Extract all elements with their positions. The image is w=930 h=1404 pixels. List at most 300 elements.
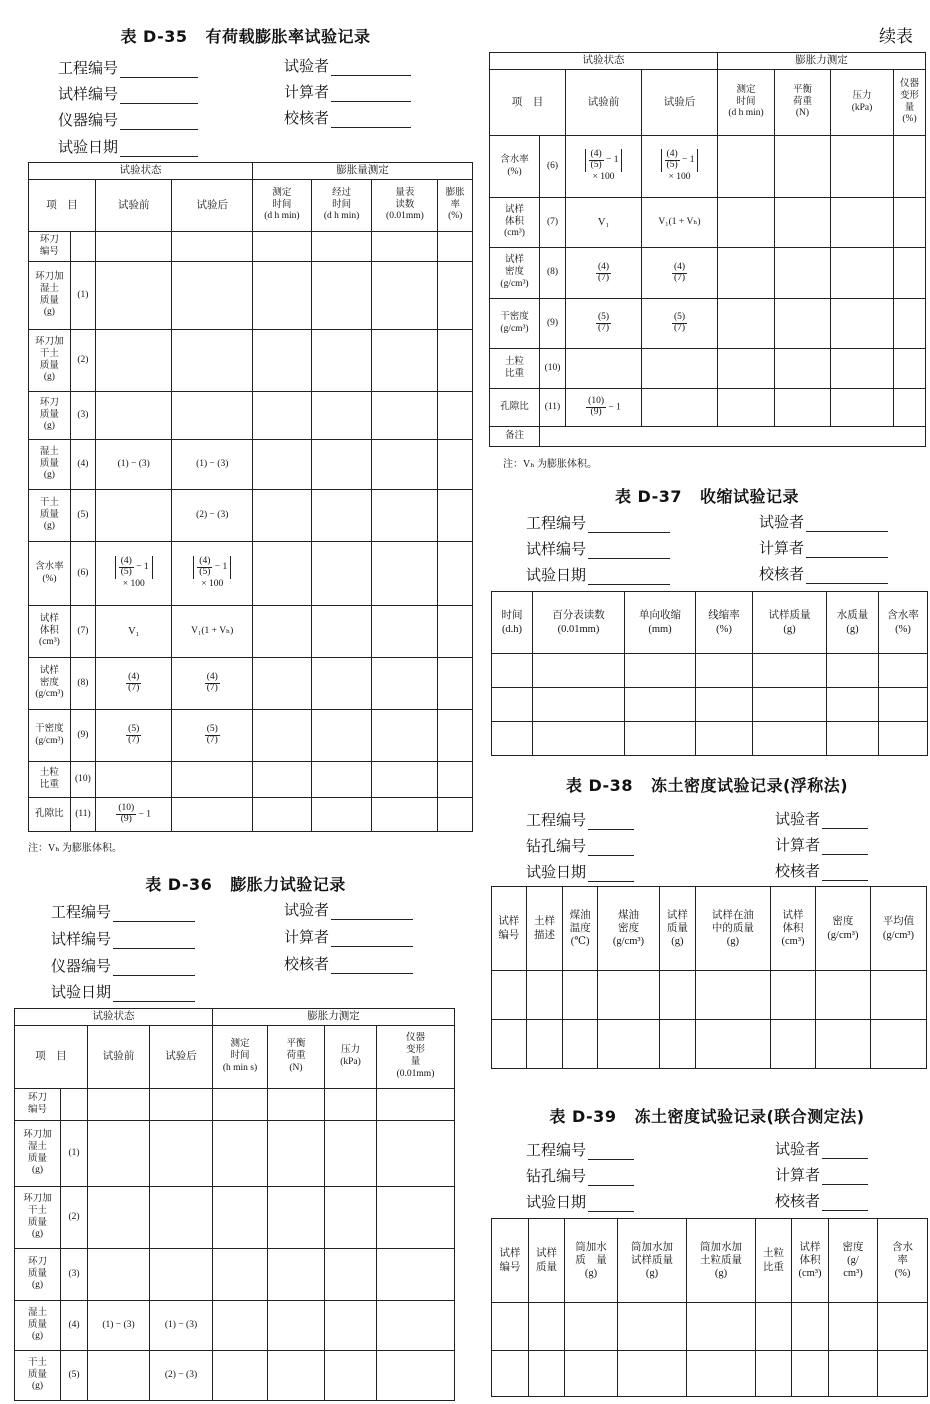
- d35-field-project: [58, 57, 198, 78]
- data-cell[interactable]: [372, 606, 438, 658]
- data-cell[interactable]: [172, 262, 253, 330]
- data-cell[interactable]: [771, 971, 816, 1020]
- data-cell[interactable]: [438, 232, 473, 262]
- field-blank[interactable]: [588, 1144, 634, 1160]
- data-cell[interactable]: [563, 1020, 598, 1069]
- data-cell[interactable]: [268, 1351, 325, 1401]
- data-cell[interactable]: [372, 798, 438, 832]
- data-cell[interactable]: [894, 349, 926, 389]
- data-cell[interactable]: [268, 1301, 325, 1351]
- d39-field-calc: [775, 1164, 868, 1185]
- data-cell[interactable]: [565, 1351, 618, 1397]
- data-cell[interactable]: [625, 654, 696, 688]
- row-label: 孔隙比: [490, 389, 540, 427]
- header-pressure: 压力 (kPa): [831, 70, 894, 136]
- data-cell[interactable]: [311, 658, 372, 710]
- data-cell[interactable]: [438, 710, 473, 762]
- field-label: 计算者: [775, 838, 821, 854]
- data-cell[interactable]: [172, 232, 253, 262]
- field-blank[interactable]: [113, 906, 195, 922]
- data-cell[interactable]: [827, 654, 879, 688]
- data-cell[interactable]: [438, 490, 473, 542]
- field-label: 工程编号: [526, 1143, 587, 1159]
- data-cell[interactable]: [696, 722, 753, 756]
- field-blank[interactable]: [331, 904, 413, 920]
- data-cell[interactable]: [775, 299, 831, 349]
- data-cell[interactable]: [718, 136, 775, 198]
- header-balance-load: 平衡 荷重 (N): [775, 70, 831, 136]
- d38-field-check: [775, 860, 868, 881]
- data-cell[interactable]: [96, 490, 172, 542]
- data-cell[interactable]: [533, 654, 625, 688]
- header-before: 试验前: [88, 1026, 150, 1089]
- data-cell[interactable]: [695, 1020, 770, 1069]
- data-cell[interactable]: [792, 1303, 829, 1351]
- data-cell[interactable]: [88, 1249, 150, 1301]
- row-label: 干密度 (g/cm³): [29, 710, 71, 762]
- data-cell[interactable]: [696, 654, 753, 688]
- d36-field-tester: [284, 899, 413, 920]
- table-row: [29, 606, 473, 658]
- d35-field-tester: [284, 55, 411, 76]
- data-cell[interactable]: [311, 392, 372, 440]
- formula-v1-vh: V₁(1 + Vₕ): [642, 198, 718, 248]
- header-sample-mass: 试样质量 (g): [753, 592, 827, 654]
- data-cell[interactable]: [253, 490, 312, 542]
- data-cell[interactable]: [870, 1020, 926, 1069]
- data-cell[interactable]: [372, 440, 438, 490]
- data-cell[interactable]: [870, 971, 926, 1020]
- field-label: 试验日期: [51, 985, 112, 1001]
- field-label: 校核者: [775, 864, 821, 880]
- row-number: (7): [70, 606, 95, 658]
- field-blank[interactable]: [120, 62, 198, 78]
- field-blank[interactable]: [588, 517, 670, 533]
- data-cell[interactable]: [372, 232, 438, 262]
- data-cell[interactable]: [660, 971, 696, 1020]
- table-row: [490, 349, 926, 389]
- data-cell[interactable]: [253, 440, 312, 490]
- data-cell[interactable]: [775, 136, 831, 198]
- data-cell[interactable]: [88, 1121, 150, 1187]
- row-label: 含水率 (%): [29, 542, 71, 606]
- table-row: [15, 1301, 455, 1351]
- data-cell[interactable]: [213, 1187, 268, 1249]
- formula-1-minus-3: (1) − (3): [172, 440, 253, 490]
- d35-field-instrument: [58, 109, 198, 130]
- header-after: 试验后: [172, 180, 253, 232]
- data-cell[interactable]: [625, 688, 696, 722]
- header-gauge-reading: 量表 读数 (0.01mm): [372, 180, 438, 232]
- row-label: 含水率 (%): [490, 136, 540, 198]
- data-cell[interactable]: [311, 232, 372, 262]
- field-blank[interactable]: [331, 112, 411, 128]
- field-label: 试验者: [284, 59, 330, 75]
- data-cell[interactable]: [526, 971, 563, 1020]
- data-cell[interactable]: [792, 1351, 829, 1397]
- d37-field-calc: [759, 537, 888, 558]
- data-cell[interactable]: [311, 606, 372, 658]
- data-cell[interactable]: [815, 1020, 870, 1069]
- data-cell[interactable]: [492, 688, 533, 722]
- data-cell[interactable]: [438, 658, 473, 710]
- field-blank[interactable]: [113, 986, 195, 1002]
- d36-title: [18, 872, 473, 895]
- data-cell[interactable]: [311, 710, 372, 762]
- data-cell[interactable]: [831, 136, 894, 198]
- data-cell[interactable]: [268, 1187, 325, 1249]
- row-number: (8): [70, 658, 95, 710]
- field-blank[interactable]: [120, 141, 198, 157]
- data-cell[interactable]: [879, 722, 928, 756]
- data-cell[interactable]: [718, 198, 775, 248]
- field-blank[interactable]: [120, 114, 198, 130]
- data-cell[interactable]: [268, 1121, 325, 1187]
- field-blank[interactable]: [806, 542, 888, 558]
- header-item: 项 目: [15, 1026, 88, 1089]
- data-cell[interactable]: [827, 688, 879, 722]
- data-cell[interactable]: [894, 389, 926, 427]
- field-blank[interactable]: [331, 931, 413, 947]
- header-sample-no: 试样 编号: [492, 887, 527, 971]
- data-cell[interactable]: [377, 1301, 455, 1351]
- data-cell[interactable]: [894, 198, 926, 248]
- data-cell[interactable]: [718, 349, 775, 389]
- data-cell[interactable]: [831, 389, 894, 427]
- row-number: (7): [540, 198, 566, 248]
- data-cell[interactable]: [372, 330, 438, 392]
- data-cell[interactable]: [597, 1020, 659, 1069]
- data-cell[interactable]: [213, 1249, 268, 1301]
- data-cell[interactable]: [96, 232, 172, 262]
- data-cell[interactable]: [492, 971, 527, 1020]
- d36-code: 表 D-36: [145, 875, 213, 894]
- remark-cell[interactable]: [540, 427, 926, 447]
- data-cell[interactable]: [526, 1020, 563, 1069]
- data-cell[interactable]: [438, 762, 473, 798]
- row-label: 干土 质量 (g): [15, 1351, 61, 1401]
- data-cell[interactable]: [253, 262, 312, 330]
- data-cell[interactable]: [377, 1121, 455, 1187]
- data-cell[interactable]: [96, 392, 172, 440]
- data-cell[interactable]: [253, 798, 312, 832]
- data-cell[interactable]: [268, 1089, 325, 1121]
- field-blank[interactable]: [588, 866, 634, 882]
- field-blank[interactable]: [822, 1143, 868, 1159]
- field-blank[interactable]: [822, 865, 868, 881]
- data-cell[interactable]: [325, 1121, 377, 1187]
- header-water-mass: 水质量 (g): [827, 592, 879, 654]
- data-cell[interactable]: [172, 762, 253, 798]
- data-cell[interactable]: [88, 1351, 150, 1401]
- d35-field-sample: [58, 83, 198, 104]
- d35-code: 表 D-35: [120, 27, 188, 46]
- data-cell[interactable]: [775, 389, 831, 427]
- field-blank[interactable]: [588, 814, 634, 830]
- data-cell[interactable]: [438, 440, 473, 490]
- d36-field-sample: [51, 928, 195, 949]
- data-cell[interactable]: [311, 262, 372, 330]
- data-cell[interactable]: [831, 299, 894, 349]
- field-blank[interactable]: [331, 86, 411, 102]
- data-cell[interactable]: [311, 798, 372, 832]
- data-cell[interactable]: [492, 654, 533, 688]
- data-cell[interactable]: [438, 542, 473, 606]
- data-cell[interactable]: [829, 1351, 878, 1397]
- d39-field-tester: [775, 1138, 868, 1159]
- data-cell[interactable]: [533, 688, 625, 722]
- data-cell[interactable]: [756, 1303, 792, 1351]
- data-cell[interactable]: [879, 654, 928, 688]
- data-cell[interactable]: [325, 1089, 377, 1121]
- data-cell[interactable]: [438, 798, 473, 832]
- d38-field-borehole: [526, 835, 634, 856]
- data-cell[interactable]: [438, 330, 473, 392]
- field-blank[interactable]: [822, 813, 868, 829]
- data-cell[interactable]: [253, 542, 312, 606]
- data-cell[interactable]: [687, 1351, 756, 1397]
- data-cell[interactable]: [150, 1249, 213, 1301]
- table-row: [15, 1089, 455, 1121]
- data-cell[interactable]: [894, 299, 926, 349]
- data-cell[interactable]: [696, 688, 753, 722]
- data-cell[interactable]: [775, 349, 831, 389]
- data-cell[interactable]: [377, 1089, 455, 1121]
- data-cell[interactable]: [96, 330, 172, 392]
- data-cell[interactable]: [96, 762, 172, 798]
- row-label: 环刀 质量 (g): [29, 392, 71, 440]
- d36-field-project: [51, 901, 195, 922]
- d36-field-calc: [284, 926, 413, 947]
- field-blank[interactable]: [822, 839, 868, 855]
- data-cell[interactable]: [311, 440, 372, 490]
- data-cell[interactable]: [311, 542, 372, 606]
- data-cell[interactable]: [377, 1351, 455, 1401]
- data-cell[interactable]: [253, 762, 312, 798]
- data-cell[interactable]: [878, 1351, 928, 1397]
- data-cell[interactable]: [325, 1301, 377, 1351]
- data-cell[interactable]: [492, 722, 533, 756]
- data-cell[interactable]: [815, 971, 870, 1020]
- data-cell[interactable]: [372, 658, 438, 710]
- data-cell[interactable]: [88, 1089, 150, 1121]
- remark-label: 备注: [490, 427, 540, 447]
- formula-1-minus-3: (1) − (3): [150, 1301, 213, 1351]
- field-blank[interactable]: [588, 1196, 634, 1212]
- row-label: 环刀 编号: [29, 232, 71, 262]
- data-cell[interactable]: [879, 688, 928, 722]
- header-force-measure: 膨胀力测定: [213, 1009, 455, 1026]
- field-label: 计算者: [759, 541, 805, 557]
- data-cell[interactable]: [372, 710, 438, 762]
- data-cell[interactable]: [618, 1351, 687, 1397]
- formula-dry-density: $\frac{(5)}{(7)}$: [566, 299, 642, 349]
- data-cell[interactable]: [492, 1303, 529, 1351]
- data-cell[interactable]: [687, 1303, 756, 1351]
- field-blank[interactable]: [120, 88, 198, 104]
- data-cell[interactable]: [172, 392, 253, 440]
- data-cell[interactable]: [566, 349, 642, 389]
- header-after: 试验后: [642, 70, 718, 136]
- data-cell[interactable]: [172, 330, 253, 392]
- d37-code: 表 D-37: [614, 487, 683, 506]
- field-blank[interactable]: [588, 569, 670, 585]
- data-cell[interactable]: [311, 330, 372, 392]
- data-cell[interactable]: [753, 722, 827, 756]
- data-cell[interactable]: [529, 1303, 565, 1351]
- data-cell[interactable]: [253, 330, 312, 392]
- d37-table: [491, 591, 928, 756]
- row-label: 试样 密度 (g/cm³): [29, 658, 71, 710]
- data-cell[interactable]: [753, 688, 827, 722]
- table-row: [29, 330, 473, 392]
- data-cell[interactable]: [172, 798, 253, 832]
- header-dial-reading: 百分表读数 (0.01mm): [533, 592, 625, 654]
- data-cell[interactable]: [718, 389, 775, 427]
- d39-field-date: [526, 1191, 634, 1212]
- formula-density: $\frac{(4)}{(7)}$: [172, 658, 253, 710]
- header-item: 项 目: [29, 180, 96, 232]
- data-cell[interactable]: [372, 490, 438, 542]
- data-cell[interactable]: [438, 606, 473, 658]
- formula-2-minus-3: (2) − (3): [172, 490, 253, 542]
- data-cell[interactable]: [771, 1020, 816, 1069]
- field-blank[interactable]: [331, 958, 413, 974]
- data-cell[interactable]: [718, 299, 775, 349]
- field-blank[interactable]: [806, 516, 888, 532]
- data-cell[interactable]: [642, 389, 718, 427]
- header-sample-volume: 试样 体积 (cm³): [771, 887, 816, 971]
- field-blank[interactable]: [588, 543, 670, 559]
- data-cell[interactable]: [150, 1187, 213, 1249]
- data-cell[interactable]: [325, 1249, 377, 1301]
- data-cell[interactable]: [827, 722, 879, 756]
- row-label: 土粒 比重: [490, 349, 540, 389]
- table-row: [490, 136, 926, 198]
- data-cell[interactable]: [894, 136, 926, 198]
- field-blank[interactable]: [113, 933, 195, 949]
- field-blank[interactable]: [822, 1195, 868, 1211]
- d38-field-project: [526, 809, 634, 830]
- data-cell[interactable]: [150, 1089, 213, 1121]
- data-cell[interactable]: [695, 971, 770, 1020]
- table-row: [29, 262, 473, 330]
- field-blank[interactable]: [588, 1170, 634, 1186]
- header-swelling-rate: 膨胀 率 (%): [438, 180, 473, 232]
- d35-field-calc: [284, 81, 411, 102]
- data-cell[interactable]: [311, 762, 372, 798]
- data-cell[interactable]: [325, 1187, 377, 1249]
- data-cell[interactable]: [642, 349, 718, 389]
- data-cell[interactable]: [660, 1020, 696, 1069]
- field-label: 仪器编号: [58, 113, 119, 129]
- data-cell[interactable]: [213, 1301, 268, 1351]
- formula-2-minus-3: (2) − (3): [150, 1351, 213, 1401]
- data-cell[interactable]: [533, 722, 625, 756]
- field-label: 工程编号: [526, 516, 587, 532]
- data-cell[interactable]: [372, 542, 438, 606]
- data-cell[interactable]: [492, 1351, 529, 1397]
- field-label: 试验者: [759, 515, 805, 531]
- row-label: 环刀加 湿土 质量 (g): [15, 1121, 61, 1187]
- data-cell[interactable]: [253, 232, 312, 262]
- data-cell[interactable]: [150, 1121, 213, 1187]
- data-cell[interactable]: [563, 971, 598, 1020]
- data-cell[interactable]: [894, 248, 926, 299]
- data-cell[interactable]: [753, 654, 827, 688]
- formula-v1: V₁: [566, 198, 642, 248]
- data-cell[interactable]: [565, 1303, 618, 1351]
- data-cell[interactable]: [88, 1187, 150, 1249]
- d35-field-check: [284, 107, 411, 128]
- field-label: 计算者: [775, 1168, 821, 1184]
- header-pressure: 压力 (kPa): [325, 1026, 377, 1089]
- row-number: (2): [70, 330, 95, 392]
- data-cell[interactable]: [268, 1249, 325, 1301]
- data-cell[interactable]: [213, 1121, 268, 1187]
- row-label: 环刀加 湿土 质量 (g): [29, 262, 71, 330]
- data-cell[interactable]: [756, 1351, 792, 1397]
- d35-title: [18, 24, 473, 47]
- data-cell[interactable]: [625, 722, 696, 756]
- data-cell[interactable]: [372, 262, 438, 330]
- field-blank[interactable]: [113, 960, 195, 976]
- table-row: [29, 710, 473, 762]
- data-cell[interactable]: [438, 392, 473, 440]
- row-number: (11): [70, 798, 95, 832]
- data-cell[interactable]: [253, 392, 312, 440]
- data-cell[interactable]: [831, 248, 894, 299]
- data-cell[interactable]: [325, 1351, 377, 1401]
- data-cell[interactable]: [529, 1351, 565, 1397]
- field-blank[interactable]: [822, 1169, 868, 1185]
- data-cell[interactable]: [377, 1249, 455, 1301]
- data-cell[interactable]: [253, 658, 312, 710]
- table-row: [29, 440, 473, 490]
- data-cell[interactable]: [213, 1089, 268, 1121]
- field-blank[interactable]: [588, 840, 634, 856]
- data-cell[interactable]: [311, 490, 372, 542]
- data-cell[interactable]: [253, 710, 312, 762]
- d36-field-date: [51, 981, 195, 1002]
- data-cell[interactable]: [438, 262, 473, 330]
- data-cell[interactable]: [377, 1187, 455, 1249]
- data-cell[interactable]: [878, 1303, 928, 1351]
- data-cell[interactable]: [831, 198, 894, 248]
- field-blank[interactable]: [331, 60, 411, 76]
- data-cell[interactable]: [775, 248, 831, 299]
- header-sample-volume: 试样 体积 (cm³): [792, 1219, 829, 1303]
- table-row: [490, 389, 926, 427]
- field-blank[interactable]: [806, 568, 888, 584]
- data-cell[interactable]: [96, 262, 172, 330]
- data-cell[interactable]: [372, 762, 438, 798]
- data-cell[interactable]: [831, 349, 894, 389]
- data-cell[interactable]: [597, 971, 659, 1020]
- data-cell[interactable]: [372, 392, 438, 440]
- data-cell[interactable]: [492, 1020, 527, 1069]
- data-cell[interactable]: [775, 198, 831, 248]
- data-cell[interactable]: [718, 248, 775, 299]
- d39-code: 表 D-39: [549, 1107, 617, 1126]
- table-row: [29, 490, 473, 542]
- table-row: [492, 971, 927, 1020]
- data-cell[interactable]: [213, 1351, 268, 1401]
- data-cell[interactable]: [618, 1303, 687, 1351]
- data-cell[interactable]: [253, 606, 312, 658]
- d39-field-check: [775, 1190, 868, 1211]
- data-cell[interactable]: [829, 1303, 878, 1351]
